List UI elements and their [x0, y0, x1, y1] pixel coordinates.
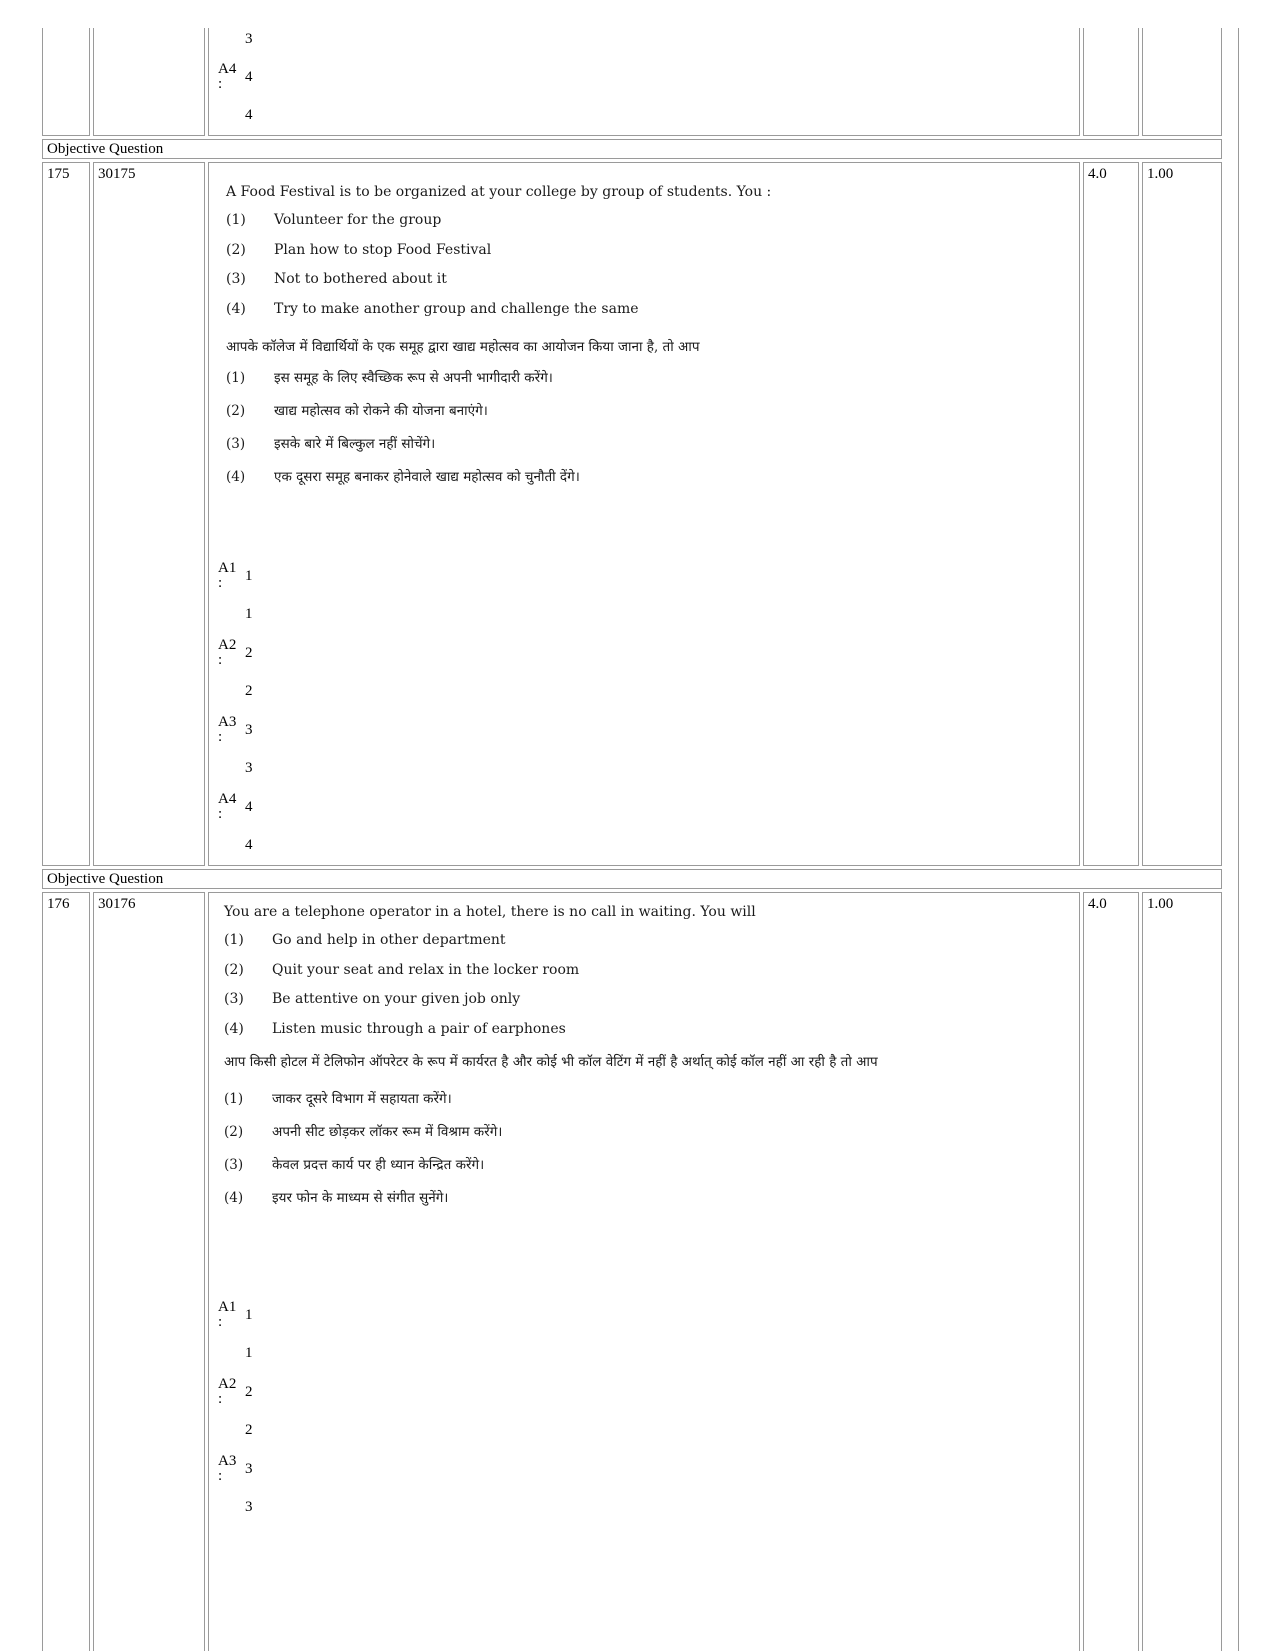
- answer-value: 1: [245, 568, 253, 584]
- question-negative-marks: 1.00: [1147, 896, 1174, 912]
- options-english: [224, 931, 904, 1038]
- answer-label: A4: [218, 791, 237, 807]
- section-label: Objective Question: [47, 141, 164, 157]
- option-text: इसके बारे में बिल्कुल नहीं सोचेंगे।: [274, 435, 436, 452]
- option-text: खाद्य महोत्सव को रोकने की योजना बनाएंगे।: [274, 402, 488, 419]
- option-number: (4): [226, 300, 246, 317]
- answer-colon: :: [218, 729, 223, 745]
- question-serial-number: 175: [47, 166, 70, 182]
- answer-value: 3: [245, 722, 253, 738]
- sno-cell: [42, 162, 90, 866]
- answer-value: 3: [245, 1461, 253, 1477]
- question-stem-hindi: आपके कॉलेज में विद्यार्थियों के एक समूह द्वारा खाद्य महोत्सव का आयोजन किया जाना है, तो आप: [226, 338, 700, 355]
- question-negative-marks: 1.00: [1147, 166, 1174, 182]
- question-cell: [208, 162, 1080, 866]
- question-id: 30176: [98, 896, 136, 912]
- option-number: (1): [226, 369, 246, 386]
- answer-option-a3: [218, 714, 278, 792]
- question-stem-english: A Food Festival is to be organized at your college by group of students. You :: [226, 184, 772, 200]
- option-number: (2): [224, 961, 244, 978]
- option-hindi: [224, 1090, 904, 1108]
- answer-value-repeat: 2: [245, 1422, 253, 1438]
- question-content: [226, 183, 1046, 501]
- marks-cell: [1083, 162, 1139, 866]
- question-content: [224, 903, 904, 1222]
- question-cell: [208, 28, 1080, 136]
- option-number: (2): [226, 241, 246, 258]
- answer-label: A2: [218, 1376, 237, 1392]
- option-text: एक दूसरा समूह बनाकर होनेवाले खाद्य महोत्सव को चुनौती देंगे।: [274, 468, 580, 485]
- question-stem-english: You are a telephone operator in a hotel, there is no call in waiting. You will: [224, 904, 756, 920]
- answer-colon: :: [218, 652, 223, 668]
- option-text: Quit your seat and relax in the locker room: [272, 961, 580, 978]
- answer-option-a4: [218, 61, 278, 139]
- answer-colon: :: [218, 1314, 223, 1330]
- answer-option-a1: [218, 1299, 278, 1377]
- answer-value-repeat: 4: [245, 107, 253, 123]
- answer-value: 2: [245, 645, 253, 661]
- sno-cell: [42, 892, 90, 1651]
- options-hindi: [226, 369, 1046, 486]
- negative-marks-cell: [1142, 892, 1222, 1651]
- option-text: Not to bothered about it: [274, 271, 447, 287]
- question-stem-hindi: आप किसी होटल में टेलिफोन ऑपरेटर के रूप में कार्यरत है और कोई भी कॉल वेटिंग में नहीं है अर्थात् कोई कॉल नहीं आ रही है तो आप: [224, 1054, 878, 1070]
- answer-value: 4: [245, 69, 253, 85]
- question-row-176: [42, 892, 1232, 1651]
- qid-cell: [93, 28, 205, 136]
- marks-cell: [1083, 892, 1139, 1651]
- option-english: [224, 990, 904, 1008]
- answer-value: 4: [245, 799, 253, 815]
- question-marks: 4.0: [1088, 896, 1107, 912]
- option-number: (4): [224, 1020, 244, 1037]
- option-hindi: [226, 435, 1046, 453]
- question-serial-number: 176: [47, 896, 70, 912]
- option-number: (1): [224, 1091, 244, 1107]
- negative-marks-cell: [1142, 162, 1222, 866]
- answer-label: A1: [218, 1299, 237, 1315]
- section-label: Objective Question: [47, 871, 164, 887]
- option-number: (4): [226, 468, 246, 485]
- option-english: [224, 931, 904, 949]
- answer-value-repeat: 3: [245, 31, 253, 47]
- option-number: (1): [226, 212, 246, 228]
- option-number: (3): [226, 271, 246, 287]
- answer-value: 2: [245, 1384, 253, 1400]
- option-english: [226, 211, 1046, 229]
- option-number: (3): [226, 435, 246, 452]
- option-text: अपनी सीट छोड़कर लॉकर रूम में विश्राम करेंगे।: [272, 1124, 503, 1140]
- option-hindi: [224, 1156, 904, 1174]
- options-english: [226, 211, 1046, 318]
- option-hindi: [226, 402, 1046, 420]
- answer-label: A3: [218, 714, 237, 730]
- option-english: [226, 270, 1046, 288]
- section-label-cell: [42, 139, 1222, 159]
- table-row-previous: [42, 28, 1232, 136]
- section-header-row: [42, 139, 1232, 159]
- option-text: Volunteer for the group: [274, 212, 442, 228]
- option-hindi: [226, 468, 1046, 486]
- negative-marks-cell: [1142, 28, 1222, 136]
- option-english: [224, 961, 904, 979]
- option-english: [226, 241, 1046, 259]
- answer-value-repeat: 4: [245, 837, 253, 853]
- option-number: (3): [224, 991, 244, 1007]
- question-id: 30175: [98, 166, 136, 182]
- answer-option-a2: [218, 637, 278, 715]
- option-text: Listen music through a pair of earphones: [272, 1020, 566, 1037]
- option-number: (2): [226, 402, 246, 419]
- answer-colon: :: [218, 1468, 223, 1484]
- option-number: (1): [224, 932, 244, 948]
- option-text: केवल प्रदत्त कार्य पर ही ध्यान केन्द्रित करेंगे।: [272, 1157, 485, 1173]
- question-row-175: [42, 162, 1232, 866]
- option-text: इस समूह के लिए स्वैच्छिक रूप से अपनी भागीदारी करेंगे।: [274, 369, 553, 386]
- answer-option-a4: [218, 791, 278, 869]
- answer-colon: :: [218, 806, 223, 822]
- option-english: [224, 1020, 904, 1038]
- option-text: जाकर दूसरे विभाग में सहायता करेंगे।: [272, 1091, 452, 1107]
- option-text: Be attentive on your given job only: [272, 991, 521, 1007]
- option-text: Go and help in other department: [272, 932, 506, 948]
- answer-value-repeat: 2: [245, 683, 253, 699]
- answer-colon: :: [218, 1391, 223, 1407]
- marks-cell: [1083, 28, 1139, 136]
- answer-option-a1: [218, 560, 278, 638]
- answer-option-a2: [218, 1376, 278, 1454]
- answer-value: 1: [245, 1307, 253, 1323]
- table-outer-border: [1238, 28, 1239, 1651]
- option-number: (3): [224, 1157, 244, 1173]
- qid-cell: [93, 162, 205, 866]
- answer-value-repeat: 1: [245, 606, 253, 622]
- option-text: इयर फोन के माध्यम से संगीत सुनेंगे।: [272, 1190, 449, 1206]
- sno-cell: [42, 28, 90, 136]
- answer-label: A4: [218, 61, 237, 77]
- question-cell: [208, 892, 1080, 1651]
- answer-label: A1: [218, 560, 237, 576]
- question-marks: 4.0: [1088, 166, 1107, 182]
- option-text: Try to make another group and challenge the same: [274, 300, 639, 317]
- section-label-cell: [42, 869, 1222, 889]
- options-hindi: [224, 1090, 904, 1207]
- answer-value-repeat: 3: [245, 1499, 253, 1515]
- answer-value-repeat: 1: [245, 1345, 253, 1361]
- answer-value-repeat: 3: [245, 760, 253, 776]
- option-english: [226, 300, 1046, 318]
- option-number: (2): [224, 1124, 244, 1140]
- answer-colon: :: [218, 575, 223, 591]
- answer-label: A2: [218, 637, 237, 653]
- option-text: Plan how to stop Food Festival: [274, 241, 492, 258]
- answer-label: A3: [218, 1453, 237, 1469]
- answer-option-a3: [218, 1453, 278, 1531]
- option-number: (4): [224, 1190, 244, 1206]
- section-header-row: [42, 869, 1232, 889]
- answer-colon: :: [218, 76, 223, 92]
- qid-cell: [93, 892, 205, 1651]
- option-hindi: [226, 369, 1046, 387]
- option-hindi: [224, 1123, 904, 1141]
- option-hindi: [224, 1189, 904, 1207]
